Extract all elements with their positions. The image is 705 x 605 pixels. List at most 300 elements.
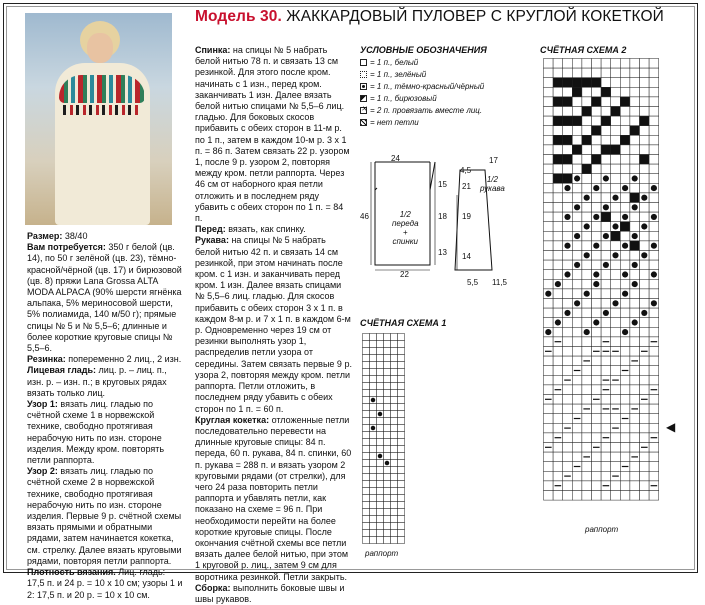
chart-cell — [398, 453, 405, 460]
chart-cell — [370, 460, 377, 467]
chart-cell — [384, 516, 391, 523]
chart-cell — [630, 433, 640, 443]
chart-cell — [377, 362, 384, 369]
chart-cell — [572, 308, 582, 318]
middle-heading: Спинка: — [195, 45, 231, 55]
chart-cell — [391, 404, 398, 411]
chart-cell — [563, 337, 573, 347]
chart-cell — [398, 404, 405, 411]
chart-cell — [572, 78, 582, 88]
rapport-label-2: раппорт — [585, 525, 619, 534]
chart-cell — [370, 530, 377, 537]
legend-label: = 2 п. провязать вместе лиц. — [370, 106, 483, 115]
chart-dot — [622, 243, 628, 249]
dim-24: 24 — [391, 154, 400, 163]
chart-dot — [651, 243, 657, 249]
model-name: ЖАККАРДОВЫЙ ПУЛОВЕР С КРУГЛОЙ КОКЕТКОЙ — [286, 8, 664, 25]
chart-cell — [611, 203, 621, 213]
chart-cell — [544, 366, 554, 376]
chart-cell — [592, 126, 602, 136]
chart-cell — [544, 164, 554, 174]
chart-dot — [622, 214, 628, 220]
chart-cell — [553, 289, 563, 299]
chart-dot — [622, 271, 628, 277]
chart-cell — [611, 337, 621, 347]
chart-cell — [398, 411, 405, 418]
chart-cell — [640, 116, 650, 126]
chart-cell — [620, 279, 630, 289]
chart-cell — [582, 68, 592, 78]
chart-cell — [582, 241, 592, 251]
chart-cell — [363, 334, 370, 341]
chart-dot — [593, 214, 599, 220]
chart-cell — [553, 212, 563, 222]
chart-cell — [601, 78, 611, 88]
chart-cell — [572, 193, 582, 203]
left-body: попеременно 2 лиц., 2 изн. — [65, 354, 182, 365]
chart-cell — [363, 474, 370, 481]
chart-cell — [582, 471, 592, 481]
chart-cell — [582, 231, 592, 241]
left-heading: Резинка: — [27, 354, 66, 365]
chart-cell — [630, 59, 640, 69]
chart-cell — [649, 318, 659, 328]
chart-cell — [544, 279, 554, 289]
middle-paragraph — [195, 45, 352, 224]
chart-cell — [544, 222, 554, 232]
chart-cell — [391, 397, 398, 404]
chart-cell — [377, 446, 384, 453]
chart-cell — [572, 212, 582, 222]
chart-cell — [592, 423, 602, 433]
chart-cell — [582, 347, 592, 357]
middle-heading: Круглая кокетка: — [195, 414, 270, 425]
chart-cell — [363, 481, 370, 488]
chart-dot — [584, 252, 590, 258]
chart-cell — [649, 289, 659, 299]
chart-cell — [363, 523, 370, 530]
chart-cell — [592, 366, 602, 376]
chart-cell — [611, 241, 621, 251]
chart-cell — [582, 135, 592, 145]
chart-cell — [377, 474, 384, 481]
chart-cell — [553, 174, 563, 184]
chart-cell — [572, 443, 582, 453]
chart-cell — [363, 369, 370, 376]
chart-cell — [563, 78, 573, 88]
chart-cell — [391, 495, 398, 502]
chart-cell — [553, 395, 563, 405]
chart-cell — [572, 471, 582, 481]
chart-cell — [553, 270, 563, 280]
legend-item — [360, 58, 418, 67]
chart-cell — [582, 375, 592, 385]
chart-cell — [544, 471, 554, 481]
chart-cell — [620, 337, 630, 347]
chart-cell — [572, 347, 582, 357]
chart-cell — [649, 462, 659, 472]
chart-cell — [391, 516, 398, 523]
chart-cell — [384, 537, 391, 544]
chart-cell — [620, 116, 630, 126]
chart-cell — [611, 366, 621, 376]
chart-cell — [611, 279, 621, 289]
chart-cell — [563, 481, 573, 491]
chart-cell — [572, 164, 582, 174]
chart-cell — [572, 222, 582, 232]
chart-cell — [582, 279, 592, 289]
legend-symbol — [360, 71, 367, 78]
chart-cell — [377, 390, 384, 397]
chart-cell — [563, 279, 573, 289]
chart-cell — [553, 452, 563, 462]
chart-cell — [640, 126, 650, 136]
chart-cell — [611, 308, 621, 318]
chart-cell — [363, 383, 370, 390]
chart-dot — [612, 252, 618, 258]
chart-cell — [649, 491, 659, 501]
chart-cell — [544, 116, 554, 126]
chart-cell — [592, 452, 602, 462]
chart-dot — [641, 310, 647, 316]
chart-cell — [544, 414, 554, 424]
chart-cell — [563, 491, 573, 501]
chart-cell — [384, 523, 391, 530]
chart-cell — [553, 183, 563, 193]
chart-dot — [555, 281, 561, 287]
chart-cell — [544, 270, 554, 280]
chart-cell — [544, 231, 554, 241]
chart-cell — [572, 126, 582, 136]
chart-cell — [370, 488, 377, 495]
chart-cell — [640, 279, 650, 289]
chart-dot — [651, 271, 657, 277]
left-heading: Узор 2: — [27, 466, 58, 477]
chart-dot — [584, 329, 590, 335]
chart-cell — [553, 356, 563, 366]
chart-dot — [584, 223, 590, 229]
chart-cell — [377, 537, 384, 544]
chart-cell — [377, 509, 384, 516]
chart-cell — [391, 481, 398, 488]
chart-cell — [384, 362, 391, 369]
chart-cell — [398, 369, 405, 376]
chart-cell — [398, 460, 405, 467]
chart-cell — [391, 467, 398, 474]
chart-cell — [592, 289, 602, 299]
chart-cell — [563, 174, 573, 184]
chart-cell — [611, 260, 621, 270]
chart-cell — [553, 155, 563, 165]
chart-cell — [630, 299, 640, 309]
chart-cell — [363, 404, 370, 411]
chart-cell — [640, 78, 650, 88]
chart-dot — [574, 233, 580, 239]
chart-cell — [544, 145, 554, 155]
legend-title: УСЛОВНЫЕ ОБОЗНАЧЕНИЯ — [360, 45, 487, 55]
chart-cell — [391, 488, 398, 495]
chart-cell — [601, 318, 611, 328]
chart-cell — [384, 383, 391, 390]
chart-cell — [553, 87, 563, 97]
chart-cell — [620, 423, 630, 433]
chart-cell — [370, 453, 377, 460]
chart-cell — [563, 145, 573, 155]
chart-cell — [398, 397, 405, 404]
chart-cell — [572, 241, 582, 251]
chart-cell — [649, 87, 659, 97]
chart-dot — [574, 175, 580, 181]
chart-cell — [611, 145, 621, 155]
chart-cell — [544, 356, 554, 366]
chart-cell — [384, 474, 391, 481]
chart-cell — [391, 334, 398, 341]
chart-cell — [611, 270, 621, 280]
chart-dot — [651, 185, 657, 191]
chart-cell — [544, 481, 554, 491]
chart-cell — [563, 347, 573, 357]
chart-cell — [620, 318, 630, 328]
chart-cell — [377, 348, 384, 355]
left-body: вязать лиц. гладью по счётной схеме 2 в норвежской технике, свободно протягивая нерабочую нить по изн. стороне изделия. Первые 9 р. счётной схемы вязать прямыми и обратными рядами, затем начинается кокетка, см. стрелку. Далее вязать круговыми рядами, повторяя петли раппорта. — [27, 466, 182, 566]
middle-paragraph — [195, 583, 352, 605]
middle-body: выполнить боковые швы и швы рукавов. — [195, 582, 345, 604]
chart-cell — [601, 183, 611, 193]
legend-symbol — [360, 119, 367, 126]
chart-cell — [640, 241, 650, 251]
chart-cell — [649, 251, 659, 261]
left-heading: Вам потребуется: — [27, 242, 106, 253]
chart-cell — [384, 348, 391, 355]
chart-cell — [553, 251, 563, 261]
chart-cell — [592, 174, 602, 184]
left-heading: Узор 1: — [27, 399, 58, 410]
chart-cell — [640, 135, 650, 145]
chart-cell — [620, 174, 630, 184]
dim-21: 21 — [462, 182, 471, 191]
chart-cell — [582, 212, 592, 222]
chart-cell — [544, 337, 554, 347]
chart-cell — [640, 231, 650, 241]
chart-cell — [553, 164, 563, 174]
chart-cell — [640, 385, 650, 395]
chart-cell — [384, 355, 391, 362]
left-paragraph — [27, 399, 185, 466]
chart-cell — [544, 97, 554, 107]
chart-cell — [649, 59, 659, 69]
chart-cell — [640, 423, 650, 433]
legend-item — [360, 82, 484, 91]
chart-cell — [572, 97, 582, 107]
chart-cell — [592, 337, 602, 347]
chart-dot — [574, 300, 580, 306]
chart-cell — [640, 299, 650, 309]
chart-cell — [582, 423, 592, 433]
chart-cell — [582, 491, 592, 501]
chart-cell — [391, 537, 398, 544]
chart-cell — [553, 260, 563, 270]
chart-cell — [611, 164, 621, 174]
chart-cell — [370, 537, 377, 544]
chart-cell — [377, 495, 384, 502]
chart-cell — [384, 376, 391, 383]
chart-cell — [582, 414, 592, 424]
chart-cell — [649, 366, 659, 376]
chart-cell — [553, 231, 563, 241]
chart-dot — [593, 319, 599, 325]
chart-cell — [582, 126, 592, 136]
middle-heading: Сборка: — [195, 582, 231, 593]
chart-cell — [563, 87, 573, 97]
chart-cell — [640, 318, 650, 328]
chart-cell — [572, 145, 582, 155]
chart-dot — [641, 252, 647, 258]
left-paragraph — [27, 365, 185, 399]
chart-cell — [377, 334, 384, 341]
chart-cell — [640, 97, 650, 107]
chart-cell — [563, 59, 573, 69]
chart-cell — [640, 203, 650, 213]
chart-cell — [363, 390, 370, 397]
chart-cell — [592, 203, 602, 213]
chart-cell — [398, 355, 405, 362]
chart-cell — [391, 376, 398, 383]
chart-cell — [544, 155, 554, 165]
chart-cell — [582, 183, 592, 193]
chart-cell — [553, 107, 563, 117]
left-body: Лиц. гладь: 17,5 п. и 24 р. = 10 х 10 см; узоры 1 и 2: 17,5 п. и 20 р. = 10 х 10 см. — [27, 567, 183, 600]
left-paragraph — [27, 354, 185, 365]
chart-cell — [601, 193, 611, 203]
chart-cell — [592, 78, 602, 88]
chart-cell — [601, 145, 611, 155]
chart-cell — [370, 446, 377, 453]
chart-cell — [592, 222, 602, 232]
chart-cell — [572, 356, 582, 366]
chart-cell — [620, 135, 630, 145]
chart-cell — [630, 289, 640, 299]
chart-cell — [592, 433, 602, 443]
chart-cell — [592, 59, 602, 69]
chart-cell — [544, 126, 554, 136]
chart-cell — [630, 471, 640, 481]
chart-cell — [553, 327, 563, 337]
chart-cell — [384, 390, 391, 397]
chart-dot — [564, 243, 570, 249]
chart-cell — [649, 375, 659, 385]
chart-cell — [544, 433, 554, 443]
chart-cell — [611, 433, 621, 443]
chart-dot — [622, 291, 628, 297]
chart-cell — [363, 376, 370, 383]
chart-cell — [544, 68, 554, 78]
chart-cell — [592, 481, 602, 491]
chart-cell — [572, 270, 582, 280]
chart-cell — [398, 537, 405, 544]
chart-cell — [384, 509, 391, 516]
chart-cell — [563, 126, 573, 136]
dim-15: 15 — [438, 180, 447, 189]
chart-cell — [377, 481, 384, 488]
face-shape — [87, 33, 113, 63]
chart-cell — [640, 155, 650, 165]
chart-cell — [620, 59, 630, 69]
chart-cell — [592, 260, 602, 270]
chart-cell — [572, 481, 582, 491]
chart-cell — [391, 362, 398, 369]
chart-cell — [572, 395, 582, 405]
chart-cell — [553, 222, 563, 232]
chart-cell — [640, 366, 650, 376]
middle-body: отложенные петли последовательно перевести на длинные круговые спицы: 84 п. переда, 60 п. рукава, 84 п. спинки, 60 п. рукава = 288 п. и вязать узором 2 круговыми рядами (от стрелки), для чего 24 раза повторить петли раппорта и убавлять петли, как показано на схеме = 96 п. При необходимости перейти на более короткие круговые спицы. После окончания счётной схемы все петли вязать далее белой нитью, при этом 1 круговой р. лиц., затем 9 см для воротника резинкой. Петли закрыть. — [195, 414, 352, 582]
chart-cell — [620, 308, 630, 318]
chart-cell — [391, 523, 398, 530]
chart-cell — [370, 348, 377, 355]
chart-cell — [611, 443, 621, 453]
chart-cell — [363, 446, 370, 453]
chart-cell — [582, 318, 592, 328]
chart-cell — [391, 418, 398, 425]
chart-cell — [611, 126, 621, 136]
chart-dot — [593, 271, 599, 277]
chart-cell — [601, 443, 611, 453]
chart-cell — [611, 231, 621, 241]
chart-cell — [572, 107, 582, 117]
left-heading: Плотность вязания. — [27, 567, 116, 578]
chart-cell — [398, 446, 405, 453]
chart-cell — [611, 356, 621, 366]
chart-cell — [582, 164, 592, 174]
left-heading: Лицевая гладь: — [27, 365, 97, 376]
chart-cell — [630, 270, 640, 280]
chart-cell — [563, 443, 573, 453]
legend-label: = 1 п., бирюзовый — [370, 94, 437, 103]
chart-cell — [649, 145, 659, 155]
chart-cell — [630, 145, 640, 155]
chart-cell — [370, 467, 377, 474]
chart-cell — [582, 395, 592, 405]
chart-cell — [572, 385, 582, 395]
chart-cell — [398, 502, 405, 509]
chart-cell — [630, 116, 640, 126]
chart-cell — [563, 289, 573, 299]
chart-cell — [649, 193, 659, 203]
chart-cell — [398, 530, 405, 537]
legend-symbol — [360, 59, 367, 66]
chart-cell — [572, 183, 582, 193]
chart-cell — [398, 523, 405, 530]
chart-cell — [377, 460, 384, 467]
chart-cell — [611, 385, 621, 395]
chart-cell — [601, 126, 611, 136]
chart-cell — [630, 375, 640, 385]
chart-dot — [632, 262, 638, 268]
chart-cell — [649, 327, 659, 337]
chart-cell — [544, 107, 554, 117]
chart-cell — [553, 299, 563, 309]
chart-cell — [563, 318, 573, 328]
legend-item — [360, 118, 419, 127]
chart-cell — [630, 193, 640, 203]
chart-cell — [592, 471, 602, 481]
chart-cell — [363, 502, 370, 509]
middle-paragraph — [195, 235, 352, 414]
chart-cell — [601, 68, 611, 78]
chart-cell — [544, 59, 554, 69]
chart-cell — [630, 491, 640, 501]
chart-cell — [563, 68, 573, 78]
dim-5-5: 5,5 — [467, 278, 479, 287]
